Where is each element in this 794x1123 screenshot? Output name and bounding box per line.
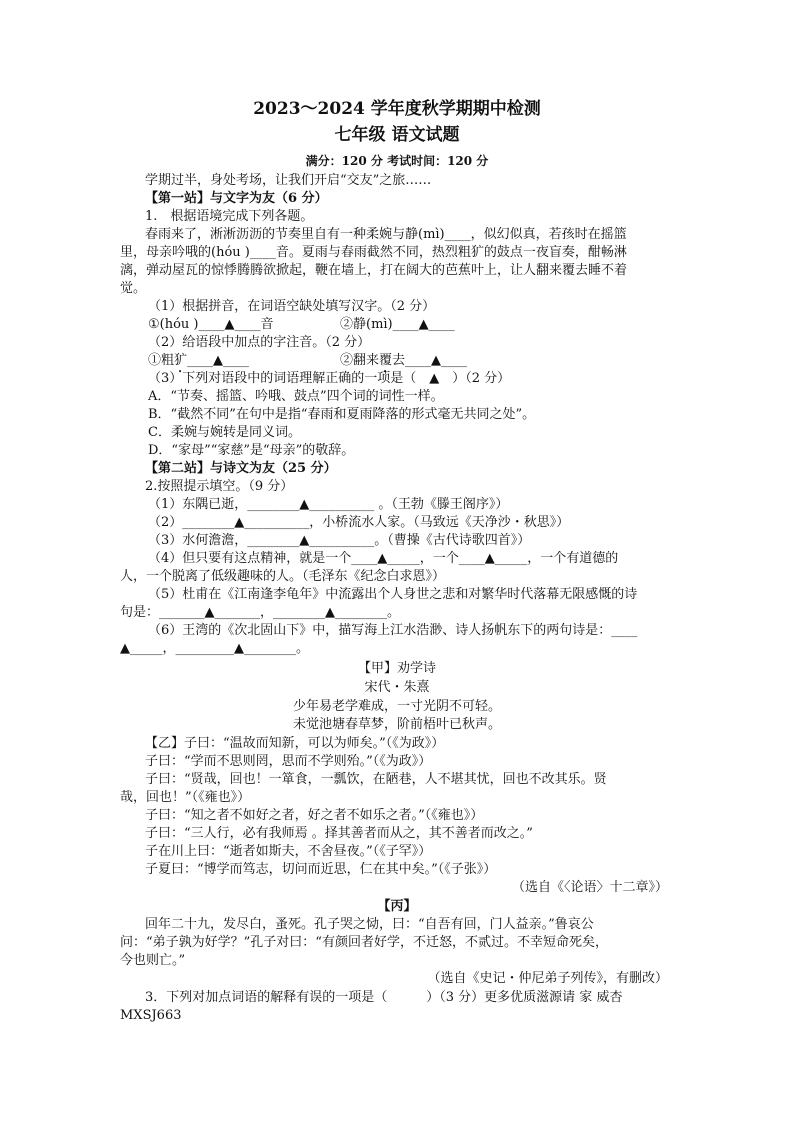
fill-blank-1: （1）东隅已逝，________▲__________ 。（王勃《滕王阁序》）	[148, 497, 509, 512]
question-3: 3．下列对加点词语的解释有误的一项是（ ）（3 分）更多优质滋源请 家 威杏	[145, 990, 623, 1005]
poem-author: 宋代・朱熹	[364, 680, 430, 695]
poem-line: 未觉池塘春草梦，阶前梧叶已秋声。	[292, 717, 501, 732]
section-2-heading: 【第二站】与诗文为友（25 分）	[145, 461, 337, 476]
poem-label: 【甲】劝学诗	[357, 661, 436, 676]
answer-blank-2a: ①粗犷____▲____	[148, 353, 250, 368]
shiji-line: 回年二十九，发尽白，蚤死。孔子哭之恸，曰：“自吾有回，门人益亲。”鲁哀公	[145, 917, 594, 932]
passage-line: 觉。	[120, 281, 147, 296]
shiji-line: 问：“弟子孰为好学？”孔子对曰：“有颜回者好学，不迁怒，不贰过。不幸短命死矣，	[120, 935, 608, 950]
fill-blank-6-cont: ▲_____，_________▲________。	[120, 641, 309, 656]
passage-line: 里，母亲吟哦的(hóu )____音。夏雨与春雨截然不同，热烈粗犷的鼓点一夜盲奏，酣畅淋	[120, 245, 627, 260]
option-c: C．柔婉与婉转是同义词。	[148, 425, 301, 440]
option-a: A．“节奏、摇篮、吟哦、鼓点”四个词的词性一样。	[148, 389, 444, 404]
fill-blank-4: （4）但只要有这点精神，就是一个____▲_____，一个____▲_____，一个有道德的	[148, 551, 619, 566]
analects-line: 【乙】子曰：“温故而知新，可以为师矣。”（《为政》）	[145, 736, 445, 751]
fill-blank-3: （3）水何澹澹，________▲__________。（曹操《古代诗歌四首》）	[148, 533, 531, 548]
question-1-3: （3）下列对语段中的词语理解正确的一项是（ ▲ ）（2 分）	[148, 371, 511, 386]
score-time-info: 满分：120 分 考试时间：120 分	[305, 154, 489, 168]
passage-line: 漓，弹动屋瓦的惊悸腾腾欲掀起，鞭在墙上，打在阔大的芭蕉叶上，让人翻来覆去睡不着	[120, 263, 628, 278]
option-d: D．“家母”“家慈”是“母亲”的敬辞。	[148, 443, 355, 458]
shiji-line: 今也则亡。”	[120, 953, 186, 968]
question-2: 2.按照提示填空。（9 分）	[145, 479, 294, 494]
passage-line: 春雨来了，淅淅沥沥的节奏里自有一种柔婉与静(mì)____，似幻似真，若孩时在摇篮	[145, 227, 627, 242]
analects-line: 哉，回也！”（《雍也》）	[120, 790, 251, 805]
text-c-label: 【丙】	[377, 899, 417, 914]
analects-line: 子曰：“三人行，必有我师焉 。择其善者而从之，其不善者而改之。”	[145, 826, 533, 841]
question-1-2: （2）给语段中加点的字注音。（2 分）	[148, 335, 371, 350]
intro-text: 学期过半，身处考场，让我们开启“交友”之旅……	[145, 173, 432, 188]
shiji-source: （选自《史记・仲尼弟子列传》，有删改）	[427, 971, 668, 986]
fill-blank-6: （6）王湾的《次北固山下》中，描写海上江水浩渺、诗人扬帆东下的两句诗是：____	[148, 623, 638, 638]
answer-blank-1b: ②静(mì)____▲____	[340, 317, 455, 332]
exam-title: 2023～2024 学年度秋学期期中检测	[253, 99, 541, 119]
footer-code: MXSJ663	[120, 1008, 182, 1023]
analects-line: 子曰：“知之者不如好之者，好之者不如乐之者。”（《雍也》）	[145, 808, 484, 823]
question-1-1: （1）根据拼音，在词语空缺处填写汉字。（2 分）	[148, 299, 436, 314]
answer-blank-2b: ②翻来覆去____▲____	[340, 353, 468, 368]
analects-line: 子曰：“贤哉，回也！一箪食，一瓢饮，在陋巷，人不堪其忧，回也不改其乐。贤	[145, 772, 607, 787]
section-1-heading: 【第一站】与文字为友（6 分）	[145, 191, 328, 206]
analects-line: 子在川上曰：“逝者如斯夫，不舍昼夜。”（《子罕》）	[145, 844, 432, 859]
fill-blank-2: （2）________▲__________，小桥流水人家。（马致远《天净沙・秋思》）	[148, 515, 570, 530]
analects-line: 子夏曰：“博学而笃志，切问而近思，仁在其中矣。”（《子张》）	[145, 862, 497, 877]
question-1: 1. 根据语境完成下列各题。	[145, 209, 314, 224]
option-b: B．“截然不同”在句中是指“春雨和夏雨降落的形式毫无共同之处”。	[148, 407, 536, 422]
fill-blank-5-cont: 句是：_______▲_______，________▲________。	[120, 605, 400, 620]
poem-line: 少年易老学难成，一寸光阴不可轻。	[292, 699, 501, 714]
analects-source: （选自《〈论语〉十二章》）	[511, 880, 668, 895]
exam-subtitle: 七年级 语文试题	[334, 125, 460, 145]
fill-blank-4-cont: 人，一个脱离了低级趣味的人。（毛泽东《纪念白求恩》）	[120, 569, 446, 584]
analects-line: 子曰：“学而不思则罔，思而不学则殆。”（《为政》）	[145, 754, 432, 769]
fill-blank-5: （5）杜甫在《江南逢李龟年》中流露出个人身世之悲和对繁华时代落幕无限感慨的诗	[148, 587, 638, 602]
answer-blank-1a: ①(hóu )____▲____音	[148, 317, 274, 332]
